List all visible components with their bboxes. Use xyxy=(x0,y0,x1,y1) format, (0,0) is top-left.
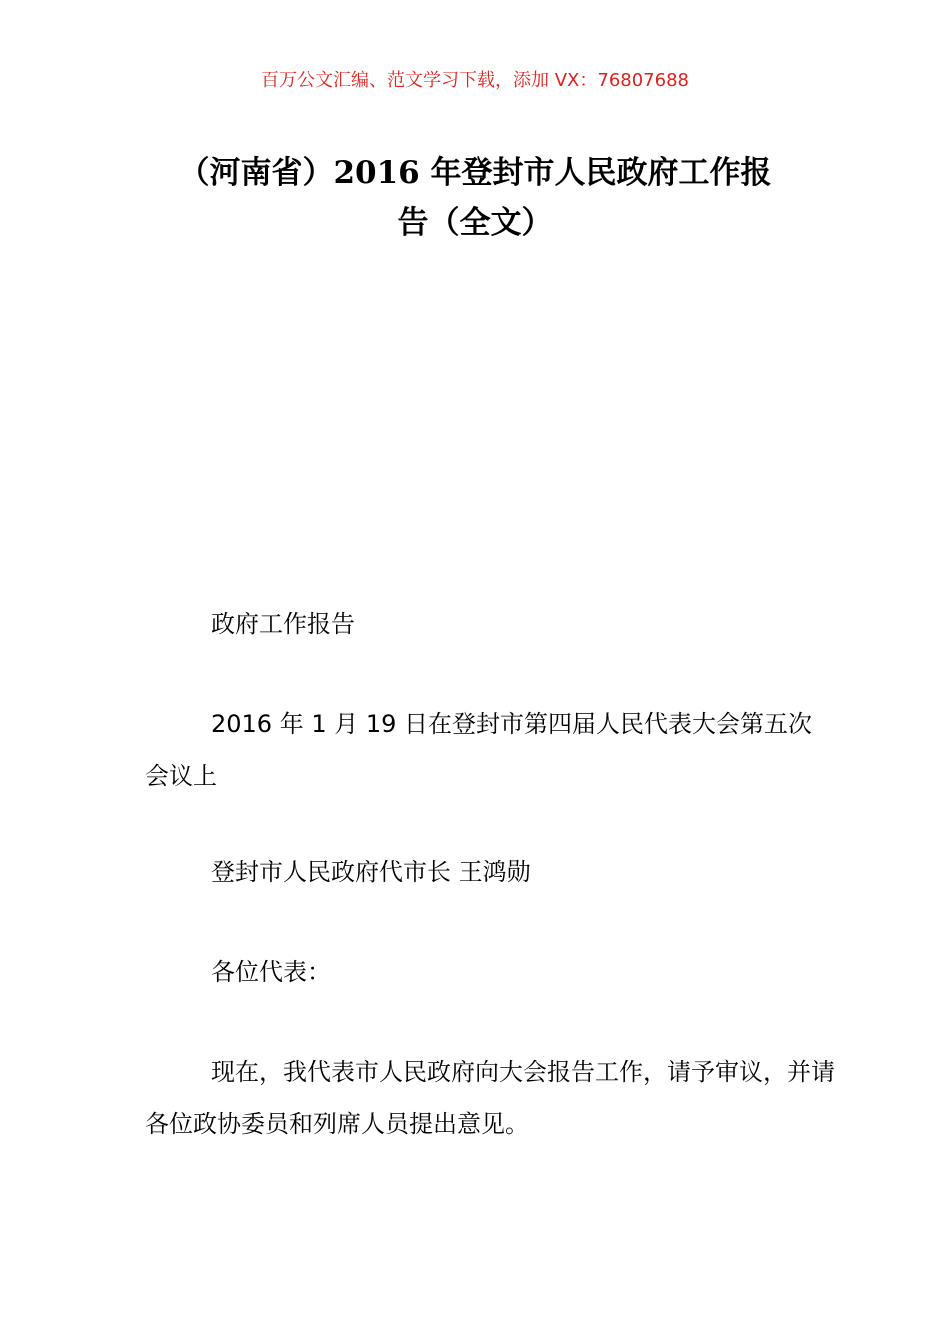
document-title-line-2: 告（全文） xyxy=(397,205,553,241)
document-title xyxy=(140,148,810,248)
document-title-line-1: （河南省）2016 年登封市人民政府工作报 xyxy=(178,155,772,191)
header-note: 百万公文汇编、范文学习下载，添加 VX：76807688 xyxy=(261,70,689,91)
opening-paragraph: 现在，我代表市人民政府向大会报告工作，请予审议，并请各位政协委员和列席人员提出意见。 xyxy=(145,1058,835,1138)
report-heading: 政府工作报告 xyxy=(211,610,355,638)
speaker-line: 登封市人民政府代市长 王鸿勋 xyxy=(211,858,531,886)
salutation: 各位代表： xyxy=(211,958,331,986)
meeting-info: 2016 年 1 月 19 日在登封市第四届人民代表大会第五次会议上 xyxy=(145,710,813,790)
